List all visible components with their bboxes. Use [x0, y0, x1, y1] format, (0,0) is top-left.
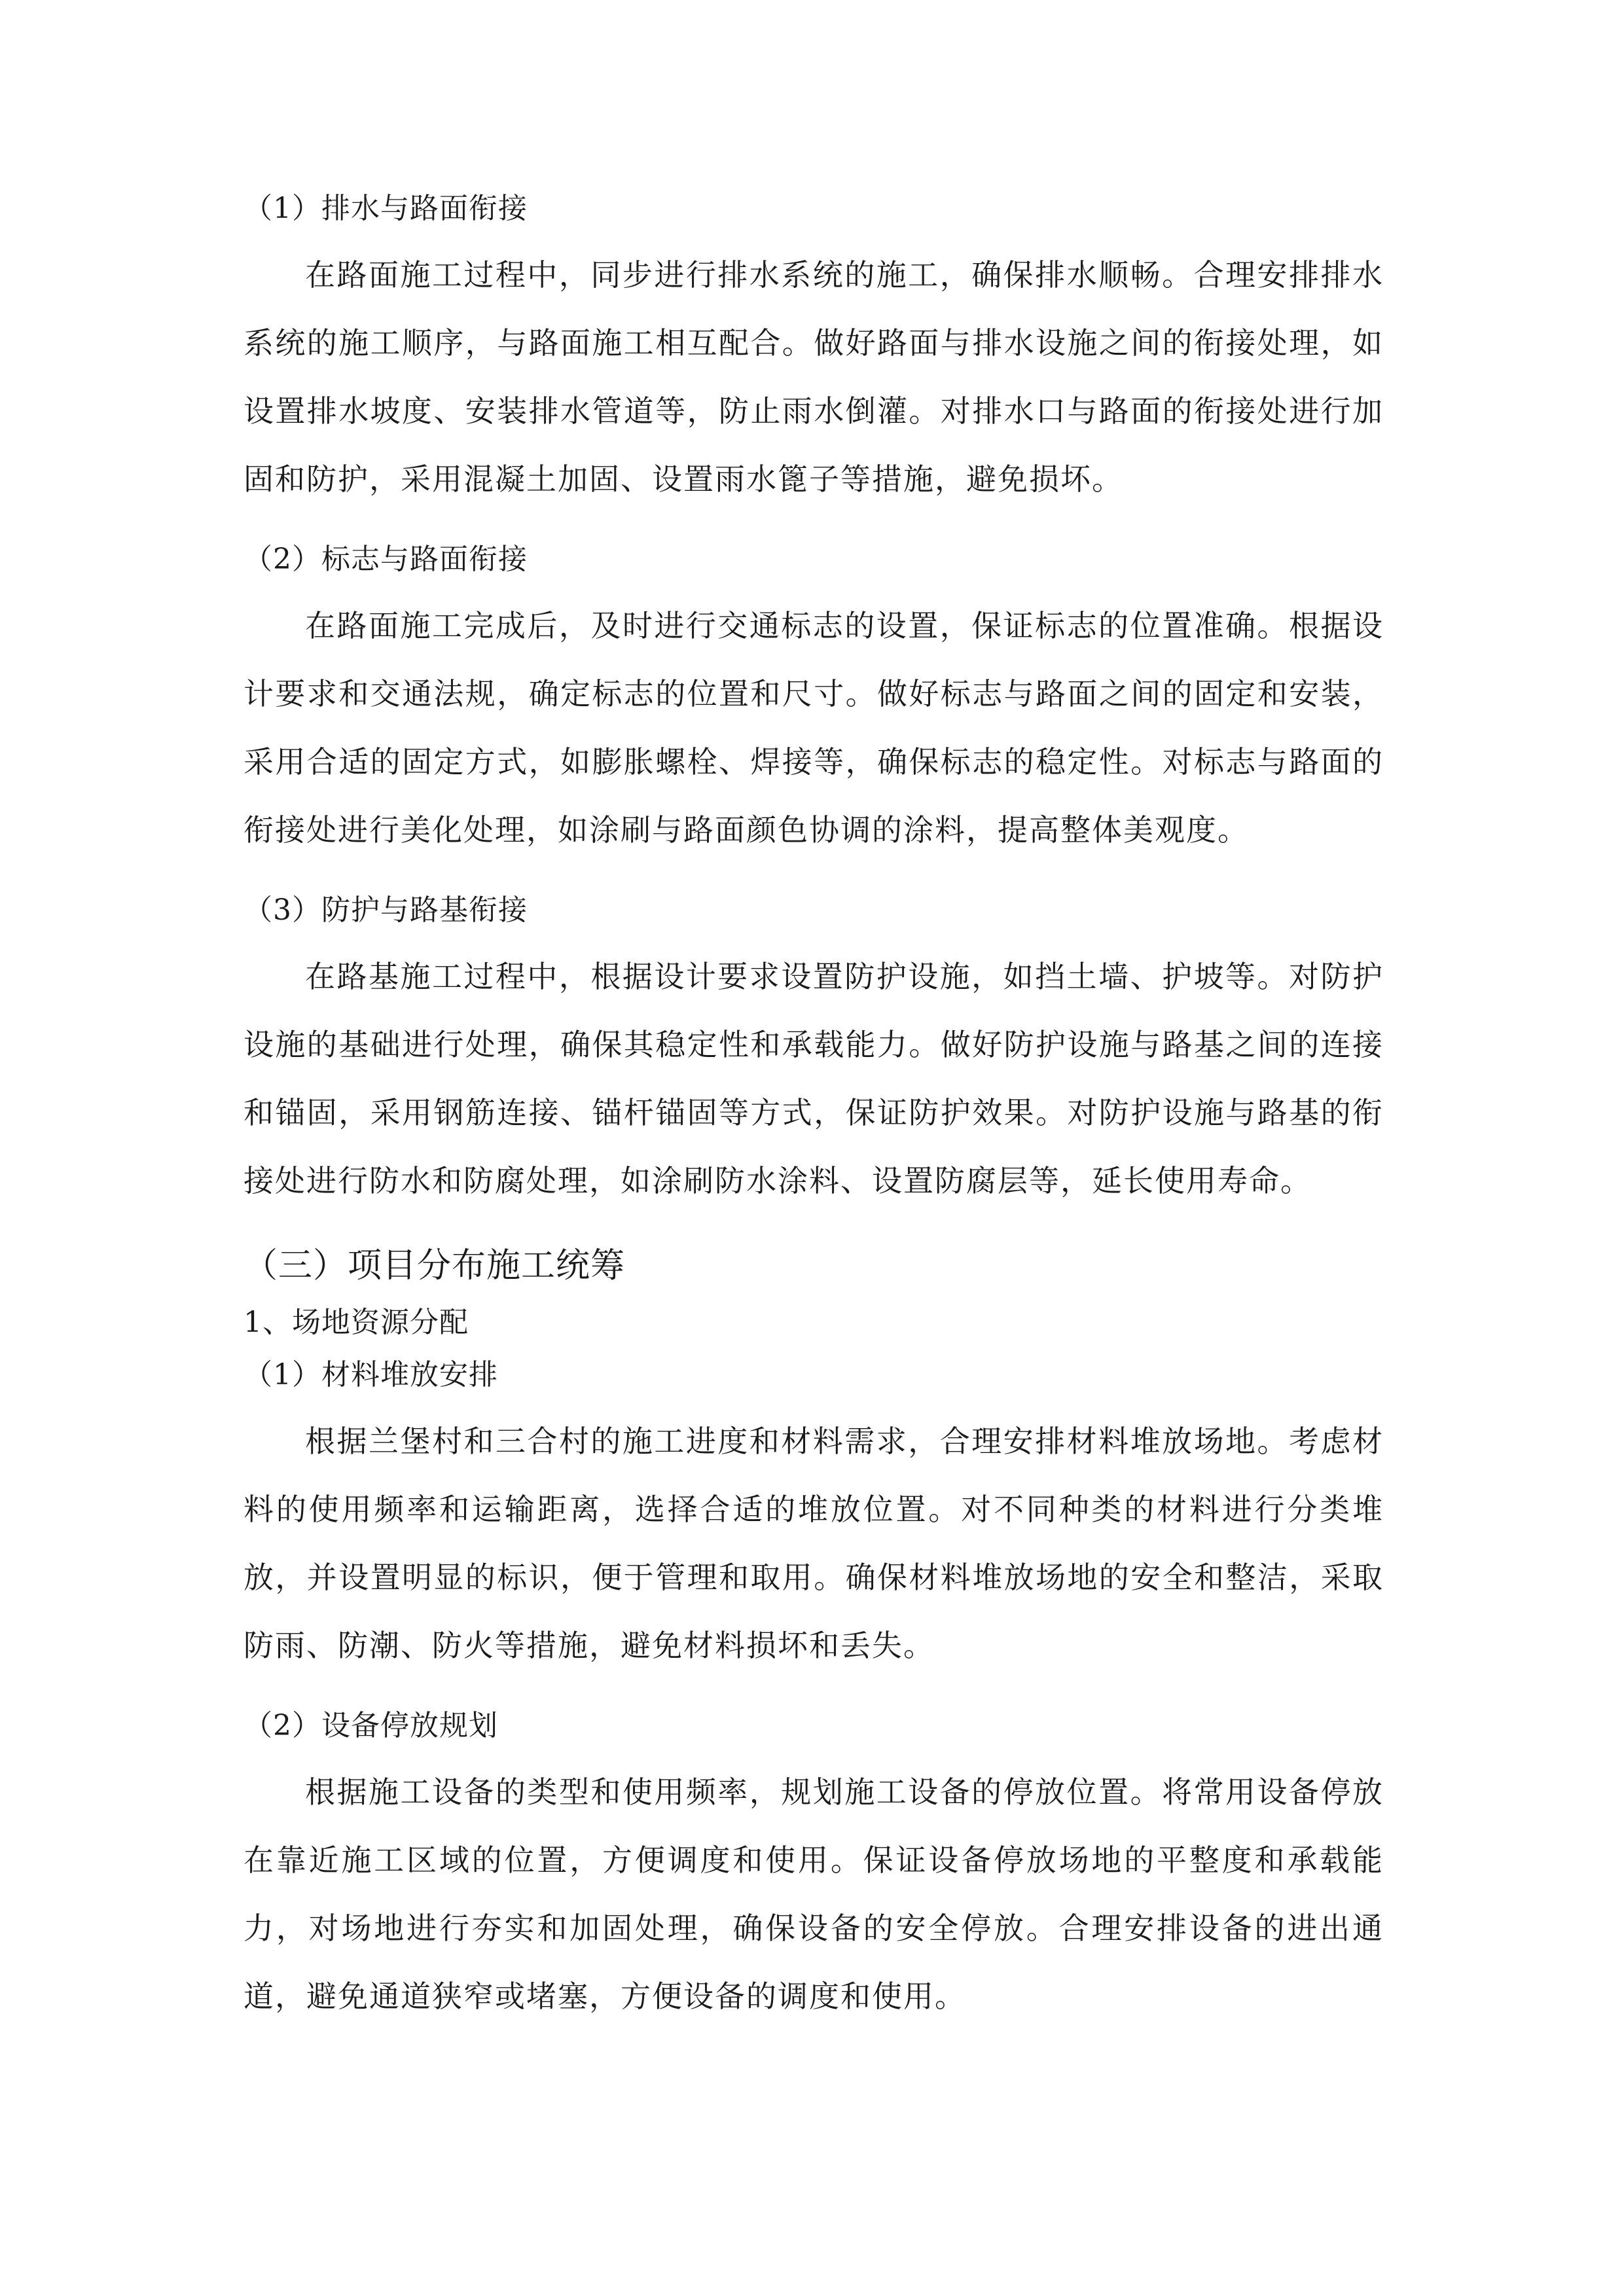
document-body	[244, 191, 1384, 2030]
major-heading: （三）项目分布施工统筹	[244, 1246, 626, 1285]
subsection-paragraph: 根据施工设备的类型和使用频率，规划施工设备的停放位置。将常用设备停放在靠近施工区域的位置，方便调度和使用。保证设备停放场地的平整度和承载能力，对场地进行夯实和加固处理，确保设备的安全停放。合理安排设备的进出通道，避免通道狭窄或堵塞，方便设备的调度和使用。	[244, 1774, 1384, 2014]
subsection-heading: （2）设备停放规划	[244, 1709, 498, 1742]
spacer	[244, 1679, 1384, 1708]
subsection-equipment-parking	[244, 1708, 1384, 2030]
section-drainage-pavement	[244, 191, 1384, 542]
item-heading: 1、场地资源分配	[244, 1306, 469, 1339]
spacer	[244, 513, 1384, 542]
section-signs-pavement	[244, 542, 1384, 893]
subsection-heading: （1）材料堆放安排	[244, 1358, 498, 1391]
section-heading: （3）防护与路基衔接	[244, 893, 528, 927]
section-paragraph: 在路面施工完成后，及时进行交通标志的设置，保证标志的位置准确。根据设计要求和交通法规，确定标志的位置和尺寸。做好标志与路面之间的固定和安装，采用合适的固定方式，如膨胀螺栓、焊接等，确保标志的稳定性。对标志与路面的衔接处进行美化处理，如涂刷与路面颜色协调的涂料，提高整体美观度。	[244, 608, 1384, 848]
subsection-material-storage	[244, 1357, 1384, 1708]
section-protection-subgrade	[244, 893, 1384, 1215]
section-heading: （2）标志与路面衔接	[244, 543, 528, 576]
section-heading: （1）排水与路面衔接	[244, 192, 528, 225]
section-paragraph: 在路基施工过程中，根据设计要求设置防护设施，如挡土墙、护坡等。对防护设施的基础进行处理，确保其稳定性和承载能力。做好防护设施与路基之间的连接和锚固，采用钢筋连接、锚杆锚固等方式，保证防护效果。对防护设施与路基的衔接处进行防水和防腐处理，如涂刷防水涂料、设置防腐层等，延长使用寿命。	[244, 959, 1384, 1198]
spacer	[244, 864, 1384, 893]
subsection-paragraph: 根据兰堡村和三合村的施工进度和材料需求，合理安排材料堆放场地。考虑材料的使用频率和运输距离，选择合适的堆放位置。对不同种类的材料进行分类堆放，并设置明显的标识，便于管理和取用。确保材料堆放场地的安全和整洁，采取防雨、防潮、防火等措施，避免材料损坏和丢失。	[244, 1424, 1384, 1663]
section-paragraph: 在路面施工过程中，同步进行排水系统的施工，确保排水顺畅。合理安排排水系统的施工顺序，与路面施工相互配合。做好路面与排水设施之间的衔接处理，如设置排水坡度、安装排水管道等，防止雨水倒灌。对排水口与路面的衔接处进行加固和防护，采用混凝土加固、设置雨水篦子等措施，避免损坏。	[244, 257, 1384, 497]
